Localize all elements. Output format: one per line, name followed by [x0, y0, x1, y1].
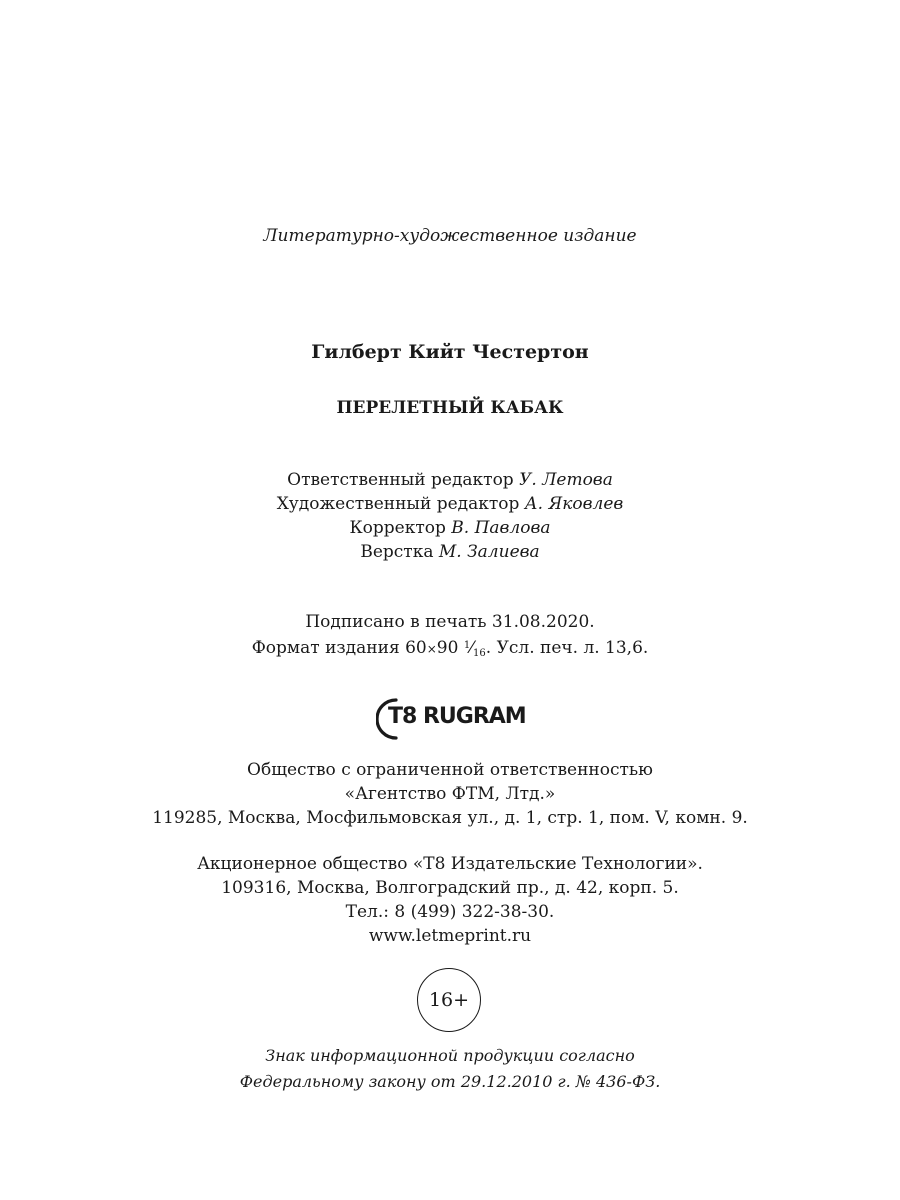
fraction-slash: ⁄	[470, 638, 474, 658]
age-note-line: Федеральному закону от 29.12.2010 г. № 436-ФЗ.	[239, 1072, 661, 1091]
publisher-logo	[376, 696, 526, 742]
publisher-line: Общество с ограниченной ответственностью	[247, 760, 653, 780]
format-prefix: Формат издания 60	[251, 638, 427, 658]
print-format	[0, 634, 900, 666]
publisher-line: «Агентство ФТМ, Лтд.»	[344, 784, 556, 804]
print-signed-date: Подписано в печать 31.08.2020.	[305, 612, 595, 632]
credit-role: Ответственный редактор	[287, 470, 514, 490]
format-fraction	[464, 638, 486, 658]
book-title: ПЕРЕЛЕТНЫЙ КАБАК	[336, 398, 564, 418]
printer-phone: Тел.: 8 (499) 322-38-30.	[345, 902, 555, 922]
author-name: Гилберт Кийт Честертон	[311, 341, 589, 363]
credit-role: Верстка	[360, 542, 434, 562]
printer-line: Акционерное общество «Т8 Издательские Технологии».	[197, 854, 703, 874]
credit-line	[0, 492, 900, 516]
logo-text: T8 RUGRAM	[388, 704, 526, 729]
credit-person: М. Залиева	[438, 542, 540, 562]
credit-role: Корректор	[349, 518, 446, 538]
fraction-numerator: 1	[463, 640, 471, 651]
publisher-address: 119285, Москва, Мосфильмовская ул., д. 1, стр. 1, пом. V, комн. 9.	[152, 808, 748, 828]
age-rating-badge: 16+	[417, 968, 481, 1032]
credit-person: У. Летова	[519, 470, 613, 490]
printer-website: www.letmeprint.ru	[368, 926, 532, 946]
credit-person: В. Павлова	[451, 518, 551, 538]
edition-type: Литературно-художественное издание	[263, 226, 637, 246]
printer-address: 109316, Москва, Волгоградский пр., д. 42, корп. 5.	[221, 878, 679, 898]
credit-person: А. Яковлев	[524, 494, 624, 514]
credit-line	[0, 468, 900, 492]
credit-role: Художественный редактор	[276, 494, 520, 514]
age-note-line: Знак информационной продукции согласно	[265, 1046, 635, 1065]
credit-line	[0, 540, 900, 564]
format-mid: 90	[436, 638, 464, 658]
format-times: ×	[426, 642, 437, 656]
format-suffix: . Усл. печ. л. 13,6.	[485, 638, 649, 658]
fraction-denominator: 16	[473, 648, 486, 659]
credit-line	[0, 516, 900, 540]
